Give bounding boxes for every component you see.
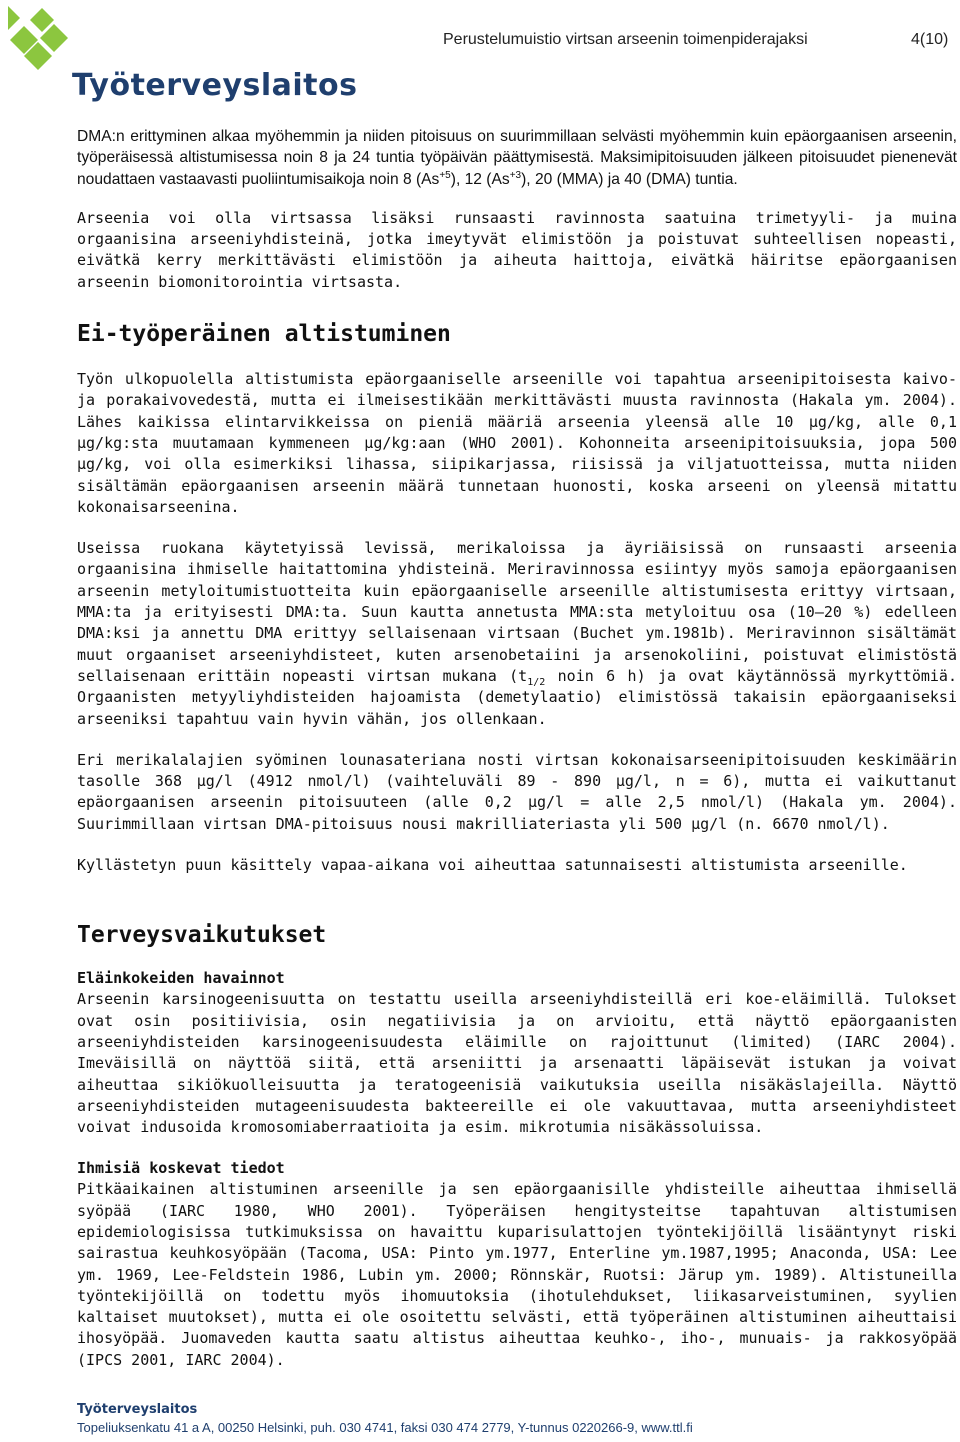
superscript: +3 xyxy=(509,169,522,181)
section1-paragraph-4: Kyllästetyn puun käsittely vapaa-aikana voi aiheuttaa satunnaisesti altistumista arseenille. xyxy=(77,856,908,875)
page-header xyxy=(443,31,949,49)
footer-organization: Työterveyslaitos xyxy=(77,1402,198,1417)
intro-paragraph-1 xyxy=(77,126,957,190)
subheading-human-data: Ihmisiä koskevat tiedot xyxy=(77,1159,285,1178)
section1-p2-text-b: noin 6 h) ja ovat käytännössä myrkyttömiä. Orgaanisten metyyliyhdisteiden hajoamista (demetylaatio) elimistössä takaisin epäorgaaniseksi arseeniksi tapahtuu vain hyvin vähän, jos ollenkaan. xyxy=(77,666,957,728)
superscript: +5 xyxy=(439,169,451,181)
intro-text-b: ), 12 (As xyxy=(450,170,510,188)
page-number: 4(10) xyxy=(911,31,949,48)
footer-address: Topeliuksenkatu 41 a A, 00250 Helsinki, puh. 030 4741, faksi 030 474 2779, Y-tunnus 0220266-9, www.ttl.fi xyxy=(77,1420,693,1435)
document-title: Perustelumuistio virtsan arseenin toimenpiderajaksi xyxy=(443,31,808,48)
intro-text-a: DMA:n erittyminen alkaa myöhemmin ja niiden pitoisuus on suurimmillaan selvästi myöhemmin kuin epäorgaanisen arseenin, työperäisessä altistumisessa noin 8 ja 24 tuntia työpäivän päättymisestä. Maksimipitoisuuden jälkeen pitoisuudet pienenevät noudattaen vastaavasti puoliintumisaikoja noin 8 (As xyxy=(77,128,957,188)
animal-studies-paragraph: Arseenin karsinogeenisuutta on testattu useilla arseeniyhdisteillä eri koe-eläimillä. Tulokset ovat osin positiivisia, osin negatiivisia ja on arvioitu, että näyttö epäorgaanisten arseeniyhdisteiden karsinogeenisuudesta eläimille on rajoittunut (limited) (IARC 2004). Imeväisillä on näyttöä siitä, että arseniitti ja arsenaatti läpäisevät istukan ja voivat aiheuttaa sikiökuolleisuutta ja teratogeenisiä vaikutuksia useilla nisäkäslajeilla. Näyttö arseeniyhdisteiden mutageenisuudesta bakteereille ei ole vakuuttavaa, mutta arseeniyhdisteet voivat indusoida kromosomiaberraatioita ja esim. mikrotumia nisäkässoluissa. xyxy=(77,990,957,1137)
intro-text-c: ), 20 (MMA) ja 40 (DMA) tuntia. xyxy=(521,170,738,188)
section-heading-non-occupational: Ei-työperäinen altistuminen xyxy=(77,321,451,348)
section-heading-health-effects: Terveysvaikutukset xyxy=(77,922,327,949)
subheading-animal-studies: Eläinkokeiden havainnot xyxy=(77,969,285,988)
human-data-paragraph: Pitkäaikainen altistuminen arseenille ja sen epäorgaanisille yhdisteille aiheuttaa ihmisellä syöpää (IARC 1980, WHO 2001). Työperäisen hengitysteitse tapahtuvan altistumisen epidemiologisissa tutkimuksissa on havaittu kuparisulattojen työntekijöillä lisääntynyt riski sairastua keuhkosyöpään (Tacoma, USA: Pinto ym.1977, Enterline ym.1987,1995; Anaconda, USA: Lee ym. 1969, Lee-Feldstein 1986, Lubin ym. 2000; Rönnskär, Ruotsi: Järup ym. 1989). Altistuneilla työntekijöillä on todettu myös ihomuutoksia (ihotulehdukset, liikasarveistuminen, syylien kaltaiset muutokset), mutta ei ole osoitettu selvästi, että työperäinen altistuminen aiheuttaisi ihosyöpää. Juomaveden kautta saatu altistus aiheuttaa keuhko-, iho-, munuais- ja rakkosyöpää (IPCS 2001, IARC 2004). xyxy=(77,1180,957,1369)
intro-paragraph-2: Arseenia voi olla virtsassa lisäksi runsaasti ravinnosta saatuina trimetyyli- ja muina orgaanisina arseeniyhdisteinä, jotka imeytyvät elimistöön ja poistuvat suhteellisen nopeasti, eivätkä kerry merkittävästi elimistöön ja aiheuta haittoja, eivätkä häiritse epäorgaanisen arseenin biomonitorointia virtsasta. xyxy=(77,208,957,291)
section1-paragraph-3: Eri merikalalajien syöminen lounasateriana nosti virtsan kokonaisarseenipitoisuuden keskimäärin tasolle 368 µg/l (4912 nmol/l) (vaihteluväli 89 - 890 µg/l, n = 6), mutta ei vaikuttanut epäorgaanisen arseenin pitoisuuteen (alle 0,2 µg/l = alle 2,5 nmol/l) (Hakala ym. 2004). Suurimmillaan virtsan DMA-pitoisuus nousi makrilliateriasta yli 500 µg/l (n. 6670 nmol/l). xyxy=(77,750,957,833)
page-footer xyxy=(77,1401,693,1437)
ttl-logo-icon xyxy=(6,4,70,72)
subscript: 1/2 xyxy=(527,676,546,688)
logo-text: Työterveyslaitos xyxy=(72,68,358,103)
section1-paragraph-2 xyxy=(77,538,957,730)
section1-paragraph-1: Työn ulkopuolella altistumista epäorgaaniselle arseenille voi tapahtua arseenipitoisesta kaivo- ja porakaivovedestä, mutta ei ilmeisestikään merkittävästi muusta ravinnosta (Hakala ym. 2004). Lähes kaikissa elintarvikkeissa on pieniä määriä arseenia yleensä alle 10 µg/kg, alle 0,1 µg/kg:sta muutamaan kymmeneen µg/kg:aan (WHO 2001). Kohonneita arseenipitoisuuksia, jopa 500 µg/kg, voi olla esimerkiksi lihassa, siipikarjassa, riisissä ja viljatuotteissa, mutta niiden sisältämän epäorgaanisen arseenin määrä tunnetaan huonosti, koska arseeni on yleensä mitattu kokonaisarseenina. xyxy=(77,370,957,516)
document-body xyxy=(77,126,957,1371)
section1-p2-text-a: Useissa ruokana käytetyissä levissä, merikaloissa ja äyriäisissä on runsaasti arseenia orgaanisina ihmiselle haitattomina yhdisteinä. Meriravinnossa esiintyy myös samoja epäorgaanisen arseenin metyloitumistuotteita kuin epäorgaaniselle arseenille altistumisesta erittyy virtsaan, MMA:ta ja erityisesti DMA:ta. Suun kautta annetusta MMA:sta metyloituu osa (10–20 %) edelleen DMA:ksi ja annettu DMA erittyy sellaisenaan virtsaan (Buchet ym.1981b). Meriravinnon sisältämät muut orgaaniset arseeniyhdisteet, kuten arsenobetaiini ja arsenokoliini, poistuvat elimistöstä sellaisenaan erittäin nopeasti virtsan mukana (t xyxy=(77,539,957,685)
logo xyxy=(6,4,358,104)
